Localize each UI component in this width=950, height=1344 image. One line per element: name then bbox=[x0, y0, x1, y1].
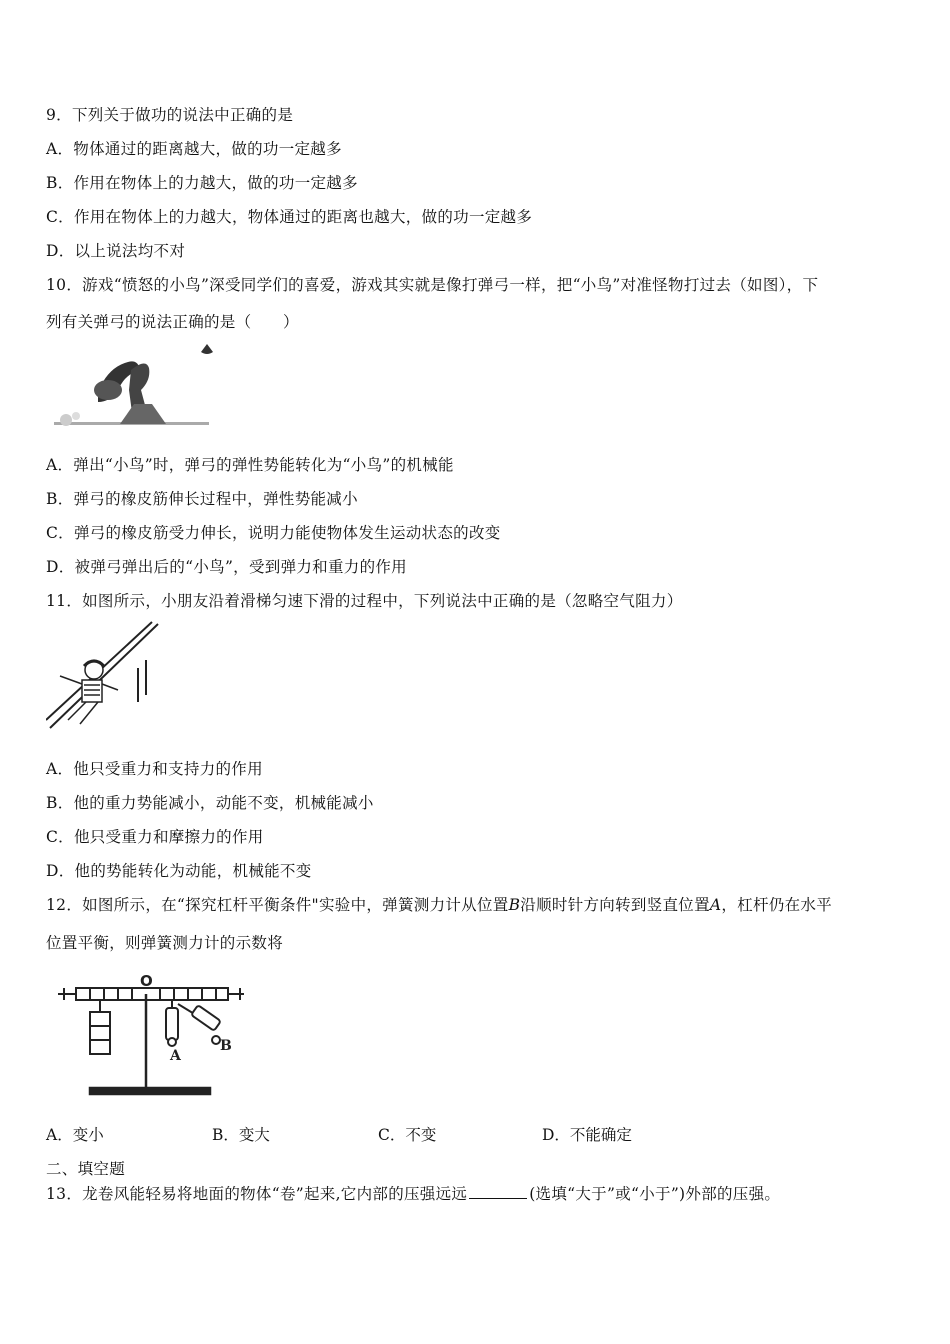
q9-option-b: B．作用在物体上的力越大，做的功一定越多 bbox=[46, 174, 358, 192]
q9-option-c: C．作用在物体上的力越大，物体通过的距离也越大，做的功一定越多 bbox=[46, 208, 533, 226]
q11-option-b: B．他的重力势能减小，动能不变，机械能减小 bbox=[46, 794, 374, 812]
q10-option-c: C．弹弓的橡皮筋受力伸长，说明力能使物体发生运动状态的改变 bbox=[46, 524, 501, 542]
q12-stem-line1-a: 12．如图所示，在“探究杠杆平衡条件"实验中，弹簧测力计从位置 bbox=[46, 896, 509, 914]
q12-stem-line1-b: 沿顺时针方向转到竖直位置 bbox=[520, 896, 710, 914]
q9-stem: 9．下列关于做功的说法中正确的是 bbox=[46, 106, 294, 124]
q12-option-a: A．变小 bbox=[46, 1126, 104, 1144]
q12-stem-line1-c: ，杠杆仍在水平 bbox=[721, 896, 833, 914]
q12-option-d: D．不能确定 bbox=[542, 1126, 632, 1144]
q12-var-b: B bbox=[508, 896, 521, 914]
position-a-label: A bbox=[170, 1048, 181, 1064]
section-title: 二、填空题 bbox=[46, 1160, 126, 1178]
q10-option-b: B．弹弓的橡皮筋伸长过程中，弹性势能减小 bbox=[46, 490, 358, 508]
q10-stem-line2: 列有关弹弓的说法正确的是（ ） bbox=[46, 313, 299, 331]
q12-stem-line2: 位置平衡，则弹簧测力计的示数将 bbox=[46, 934, 284, 952]
q12-var-a: A bbox=[709, 896, 722, 914]
q9-option-a: A．物体通过的距离越大，做的功一定越多 bbox=[46, 140, 342, 158]
q11-option-d: D．他的势能转化为动能，机械能不变 bbox=[46, 862, 312, 880]
q13-stem-b: (选填“大于”或“小于”)外部的压强。 bbox=[529, 1185, 781, 1203]
answer-blank bbox=[469, 1197, 527, 1199]
spring-scale-icon bbox=[166, 1000, 221, 1046]
q13-stem bbox=[46, 1182, 780, 1204]
q13-stem-a: 13．龙卷风能轻易将地面的物体“卷”起来,它内部的压强远远 bbox=[46, 1185, 468, 1203]
q10-stem-line1: 10．游戏“愤怒的小鸟”深受同学们的喜爱，游戏其实就是像打弹弓一样，把“小鸟”对准怪物打过去（如图），下 bbox=[46, 276, 819, 294]
weights-icon bbox=[90, 1000, 110, 1054]
slide-child-figure bbox=[46, 620, 166, 735]
q12-option-c: C．不变 bbox=[378, 1126, 437, 1144]
q9-option-d: D．以上说法均不对 bbox=[46, 242, 186, 260]
pivot-label: O bbox=[140, 972, 153, 990]
q10-option-d: D．被弹弓弹出后的“小鸟”，受到弹力和重力的作用 bbox=[46, 558, 407, 576]
q11-option-a: A．他只受重力和支持力的作用 bbox=[46, 760, 263, 778]
q12-option-b: B．变大 bbox=[212, 1126, 270, 1144]
bird-icon bbox=[201, 344, 213, 354]
q11-option-c: C．他只受重力和摩擦力的作用 bbox=[46, 828, 264, 846]
q10-option-a: A．弹出“小鸟”时，弹弓的弹性势能转化为“小鸟”的机械能 bbox=[46, 456, 454, 474]
q12-stem-line1 bbox=[46, 893, 832, 915]
lever-balance-figure bbox=[56, 970, 251, 1105]
q11-stem: 11．如图所示，小朋友沿着滑梯匀速下滑的过程中，下列说法中正确的是（忽略空气阻力） bbox=[46, 592, 683, 610]
slingshot-icon bbox=[54, 361, 209, 426]
slingshot-bird-figure bbox=[46, 342, 216, 437]
position-b-label: B bbox=[220, 1038, 232, 1054]
